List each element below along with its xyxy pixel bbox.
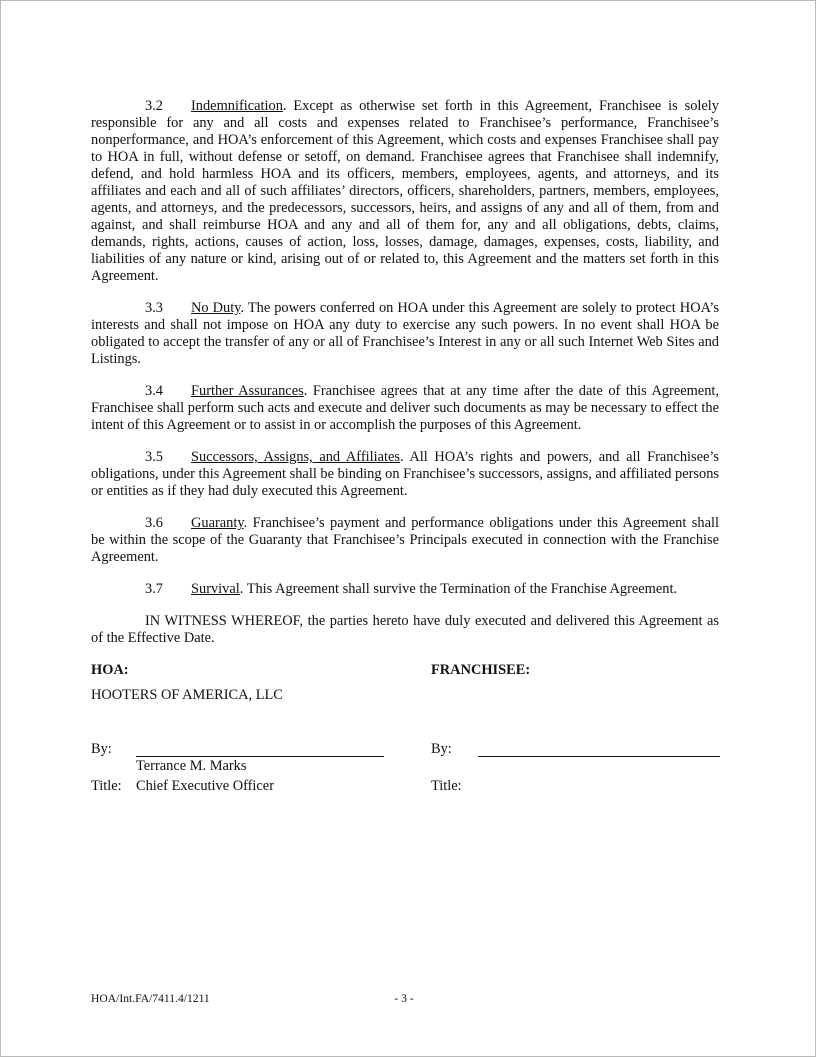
document-content bbox=[91, 98, 719, 795]
hoa-company-name: HOOTERS OF AMERICA, LLC bbox=[91, 687, 283, 703]
franchisee-signature-line bbox=[478, 741, 720, 757]
hoa-signature-block bbox=[91, 741, 431, 795]
witness-paragraph: IN WITNESS WHEREOF, the parties hereto have duly executed and delivered this Agreement as of the Effective Date. bbox=[91, 613, 719, 646]
document-reference: HOA/Int.FA/7411.4/1211 bbox=[91, 992, 210, 1005]
section-3-4-number: 3.4 bbox=[145, 383, 163, 399]
hoa-signature-line bbox=[136, 741, 384, 757]
franchisee-signature-block bbox=[431, 741, 720, 795]
section-3-4 bbox=[91, 383, 719, 434]
page-number: - 3 - bbox=[394, 992, 414, 1005]
franchisee-by-label: By: bbox=[431, 741, 452, 757]
section-3-3 bbox=[91, 300, 719, 368]
hoa-by-label: By: bbox=[91, 741, 112, 757]
signature-blocks bbox=[91, 741, 719, 795]
hoa-title-label: Title: bbox=[91, 778, 122, 794]
section-3-2-heading: Indemnification bbox=[191, 98, 283, 114]
hoa-column-header bbox=[91, 662, 431, 679]
section-3-6-number: 3.6 bbox=[145, 515, 163, 531]
section-3-7-heading: Survival bbox=[191, 581, 240, 597]
franchisee-signatory-name-space bbox=[476, 758, 720, 775]
hoa-label: HOA: bbox=[91, 662, 129, 678]
signature-party-labels bbox=[91, 662, 719, 679]
section-3-2 bbox=[91, 98, 719, 285]
section-3-4-body: . Franchisee agrees that at any time after the date of this Agreement, Franchisee shall perform such acts and execute and deliver such documents as may be necessary to effect the intent of this Agreement or to assist in or accomplish the purposes of this Agreement. bbox=[91, 383, 719, 433]
section-3-5-heading: Successors, Assigns, and Affiliates bbox=[191, 449, 401, 465]
section-3-5-body: . All HOA’s rights and powers, and all Franchisee’s obligations, under this Agreement shall be binding on Franchisee’s successors, assigns, and affiliated persons or entities as if they had duly executed this Agreement. bbox=[91, 449, 720, 499]
section-3-6-heading: Guaranty bbox=[191, 515, 244, 531]
section-3-4-heading: Further Assurances bbox=[191, 383, 304, 399]
hoa-by-row bbox=[91, 741, 431, 758]
section-3-3-body: . The powers conferred on HOA under this Agreement are solely to protect HOA’s interests and shall not impose on HOA any duty to exercise any such powers. In no event shall HOA be obligated to accept the transfer of any or all of Franchisee’s Interest in any or all such Internet Web Sites and Listings. bbox=[91, 300, 719, 367]
franchisee-by-row bbox=[431, 741, 720, 758]
section-3-5-number: 3.5 bbox=[145, 449, 163, 465]
section-3-7-number: 3.7 bbox=[145, 581, 163, 597]
hoa-signatory-name: Terrance M. Marks bbox=[136, 758, 247, 774]
section-3-2-number: 3.2 bbox=[145, 98, 163, 114]
franchisee-label: FRANCHISEE: bbox=[431, 662, 531, 678]
section-3-7 bbox=[91, 581, 719, 598]
section-3-5 bbox=[91, 449, 719, 500]
hoa-title-row bbox=[91, 778, 431, 795]
page-footer bbox=[91, 992, 717, 1006]
section-3-2-body: . Except as otherwise set forth in this Agreement, Franchisee is solely responsible for any and all costs and expenses related to Franchisee’s performance, Franchisee’s nonperformance, and HOA’s enforcement of this Agreement, which costs and expenses Franchisee shall pay to HOA in full, without defense or setoff, on demand. Franchisee agrees that Franchisee shall indemnify, defend, and hold harmless HOA and its officers, members, employees, agents, and attorneys, and its affiliates and each and all of such affiliates’ directors, officers, shareholders, partners, members, employees, agents, and attorneys, and the predecessors, successors, heirs, and assigns of any and all of them, from and against, and shall reimburse HOA and any and all of them for, any and all obligations, debts, claims, demands, rights, actions, causes of action, loss, losses, damage, damages, expenses, costs, liability, and liabilities of any nature or kind, arising out of or related to, this Agreement and the matters set forth in this Agreement. bbox=[91, 98, 719, 284]
hoa-signatory-title: Chief Executive Officer bbox=[136, 778, 274, 794]
section-3-6-body: . Franchisee’s payment and performance obligations under this Agreement shall be within the scope of the Guaranty that Franchisee’s Principals executed in connection with the Franchise Agreement. bbox=[91, 515, 719, 565]
section-3-6 bbox=[91, 515, 719, 566]
section-3-7-body: . This Agreement shall survive the Termination of the Franchise Agreement. bbox=[239, 581, 678, 597]
franchisee-column-header bbox=[431, 662, 719, 679]
section-3-3-number: 3.3 bbox=[145, 300, 163, 316]
section-3-3-heading: No Duty bbox=[191, 300, 241, 316]
franchisee-title-label: Title: bbox=[431, 778, 462, 794]
franchisee-title-row bbox=[431, 778, 720, 795]
